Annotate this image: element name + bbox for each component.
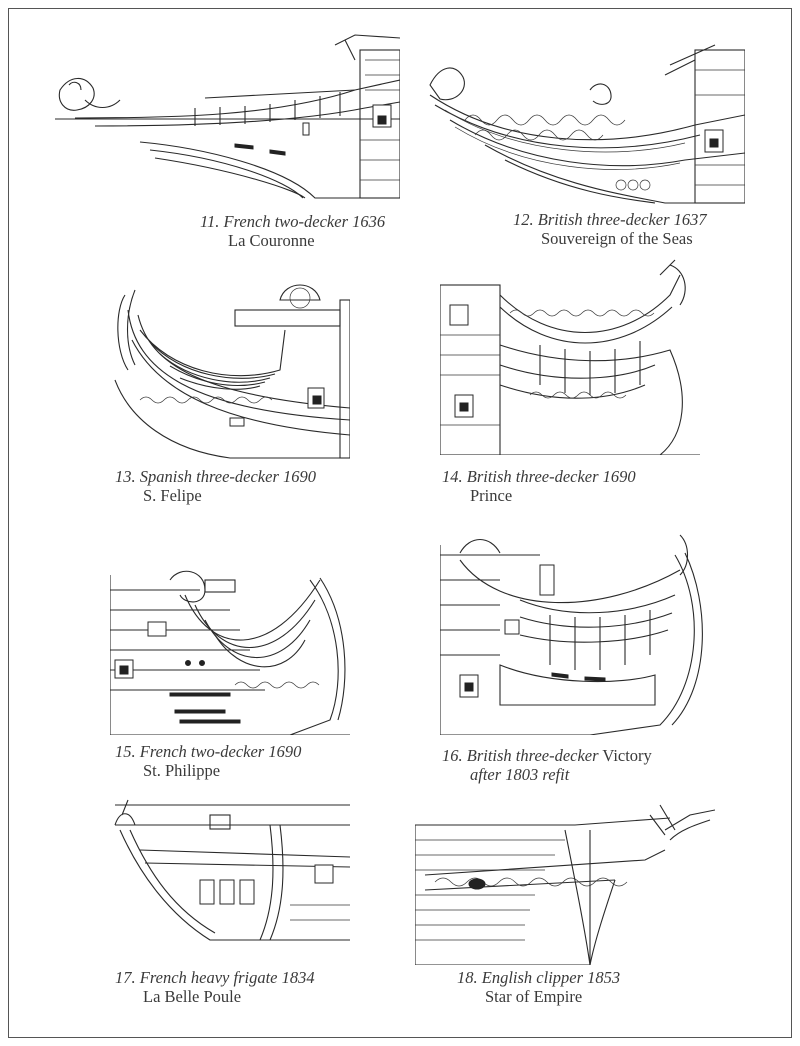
figure-caption-16: [442, 746, 652, 784]
figure-ship-name: Prince: [470, 486, 513, 505]
figure-ship-name: La Couronne: [228, 231, 315, 250]
figure-ship-name: S. Felipe: [143, 486, 202, 505]
ship-bow-drawing-11: [55, 30, 400, 205]
carved-frieze: [465, 115, 650, 190]
ship-bow-drawing-14: [440, 255, 700, 455]
ship-bow-drawing-18: [415, 800, 715, 965]
figure-12: [425, 35, 745, 248]
figure-number: 11.: [200, 212, 220, 231]
figure-number: 18.: [457, 968, 478, 987]
figure-caption-13: [115, 467, 316, 505]
figure-title: French heavy frigate 1834: [139, 968, 315, 987]
figure-title: French two-decker 1690: [139, 742, 302, 761]
ship-bow-drawing-13: [110, 270, 350, 460]
figure-15: [110, 560, 350, 780]
figure-title: British three-decker: [466, 746, 599, 765]
figure-title: British three-decker 1637: [537, 210, 707, 229]
figure-ship-name: Souvereign of the Seas: [541, 229, 693, 248]
ship-bow-drawing-16: [440, 525, 710, 735]
figure-11: [55, 30, 400, 250]
ship-bow-drawing-17: [110, 795, 350, 965]
figure-caption-14: [442, 467, 636, 505]
figure-title: French two-decker 1636: [223, 212, 386, 231]
figure-caption-11: [200, 212, 385, 250]
figure-number: 17.: [115, 968, 136, 987]
figure-ship-name-inline: Victory: [602, 746, 652, 765]
figure-number: 13.: [115, 467, 136, 486]
figure-16: [440, 525, 710, 784]
figure-title: British three-decker 1690: [466, 467, 636, 486]
figure-ship-name: Star of Empire: [485, 987, 583, 1006]
ship-bow-drawing-12: [425, 35, 745, 210]
figure-number: 14.: [442, 467, 463, 486]
figure-number: 16.: [442, 746, 463, 765]
figure-refit-note: after 1803 refit: [470, 765, 570, 784]
figure-title: English clipper 1853: [481, 968, 621, 987]
figure-number: 15.: [115, 742, 136, 761]
figure-caption-15: [115, 742, 301, 780]
figure-17: [110, 795, 350, 1006]
figure-18: [415, 800, 715, 1006]
figure-ship-name: La Belle Poule: [143, 987, 242, 1006]
figure-caption-12: [513, 210, 707, 248]
ship-bow-drawing-15: [110, 560, 350, 735]
figure-number: 12.: [513, 210, 534, 229]
figure-caption-18: [457, 968, 620, 1006]
figure-caption-17: [115, 968, 315, 1006]
figure-13: [110, 270, 350, 505]
figure-14: [440, 255, 700, 505]
figure-title: Spanish three-decker 1690: [139, 467, 317, 486]
figure-ship-name: St. Philippe: [143, 761, 221, 780]
